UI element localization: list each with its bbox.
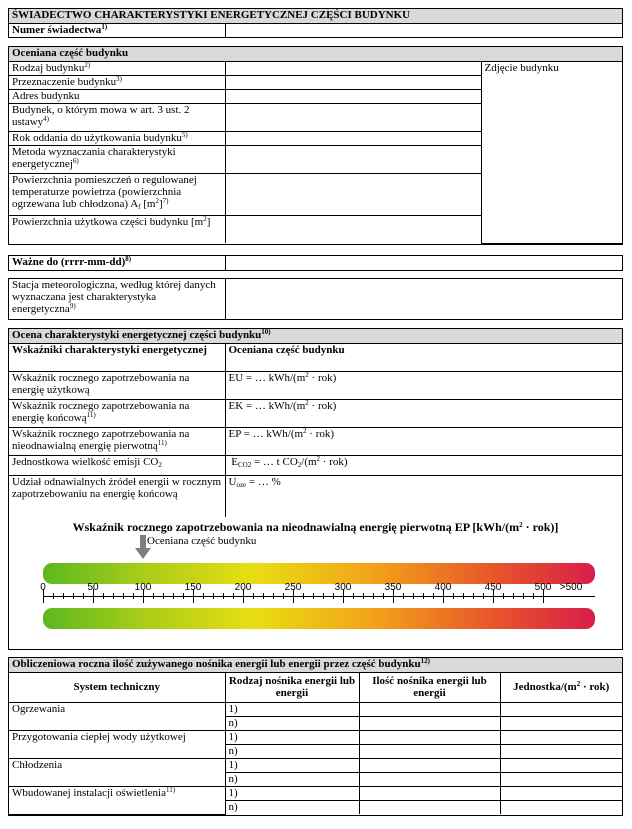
scale-minor-tick <box>313 593 314 599</box>
row-building-address-label: Adres budynku <box>9 89 225 103</box>
scale-tick-label: 250 <box>284 582 302 593</box>
energy-evaluation-section <box>8 328 623 650</box>
hot-water-carrier-n[interactable]: n) <box>225 744 359 758</box>
certificate-number-field[interactable] <box>225 23 622 37</box>
lighting-amount-n[interactable] <box>359 800 500 814</box>
row-method-label: Metoda wyznaczania charakterystyki energetycznej$^{6)}$ <box>9 145 225 173</box>
lighting-unit-n[interactable] <box>500 800 622 814</box>
scale-minor-tick <box>453 593 454 599</box>
art3-field[interactable] <box>225 103 481 131</box>
heating-unit-n[interactable] <box>500 716 622 730</box>
hot-water-amount-1[interactable] <box>359 730 500 744</box>
valid-until-field[interactable] <box>225 256 622 270</box>
scale-minor-tick <box>303 593 304 599</box>
scale-minor-tick <box>363 593 364 599</box>
system-cooling-label: Chłodzenia <box>9 758 225 786</box>
heating-amount-n[interactable] <box>359 716 500 730</box>
row-art3-label: Budynek, o którym mowa w art. 3 ust. 2 ustawy$^{4)}$ <box>9 103 225 131</box>
building-purpose-field[interactable] <box>225 75 481 89</box>
cooling-unit-1[interactable] <box>500 758 622 772</box>
scale-minor-tick <box>503 593 504 599</box>
consumption-section <box>8 657 623 816</box>
assessed-column-header: Oceniana część budynku <box>225 343 622 371</box>
scale-minor-tick <box>333 593 334 599</box>
cooling-amount-1[interactable] <box>359 758 500 772</box>
evaluation-header: Ocena charakterystyki energetycznej części budynku$^{10)}$ <box>9 329 622 343</box>
scale-minor-tick <box>373 593 374 599</box>
weather-station-section <box>8 278 623 320</box>
ep-scale-bar-bottom <box>43 608 595 629</box>
eu-label: Wskaźnik rocznego zapotrzebowania na energię użytkową <box>9 371 225 399</box>
scale-minor-tick <box>223 593 224 599</box>
weather-station-field[interactable] <box>225 279 622 319</box>
scale-minor-tick <box>263 593 264 599</box>
scale-tick-label: 400 <box>434 582 452 593</box>
scale-minor-tick <box>513 593 514 599</box>
cooling-amount-n[interactable] <box>359 772 500 786</box>
heating-carrier-n[interactable]: n) <box>225 716 359 730</box>
ep-scale-bar-top <box>43 563 595 584</box>
consumption-header: Obliczeniowa roczna ilość zużywanego nośnika energii lub energii przez część budynku$^{12)}$ <box>9 658 622 672</box>
heated-area-field[interactable] <box>225 173 481 215</box>
scale-tick-label: >500 <box>559 582 583 593</box>
scale-minor-tick <box>523 593 524 599</box>
scale-minor-tick <box>83 593 84 599</box>
scale-minor-tick <box>423 593 424 599</box>
emission-label: Jednostkowa wielkość emisji $CO_2$ <box>9 455 225 475</box>
indicators-column-header: Wskaźniki charakterystyki energetycznej <box>9 343 225 371</box>
scale-minor-tick <box>183 593 184 599</box>
scale-tick-label: 500 <box>534 582 552 593</box>
scale-tick-label: 450 <box>484 582 502 593</box>
ek-value[interactable]: EK = … kWh/$(m^2 \cdot rok)$ <box>225 399 622 427</box>
scale-minor-tick <box>483 593 484 599</box>
scale-minor-tick <box>103 593 104 599</box>
assessed-part-header: Oceniana część budynku <box>9 47 622 61</box>
carrier-type-column-header: Rodzaj nośnika energii lub energii <box>225 672 359 702</box>
scale-minor-tick <box>353 593 354 599</box>
year-field[interactable] <box>225 131 481 145</box>
scale-minor-tick <box>403 593 404 599</box>
scale-minor-tick <box>433 593 434 599</box>
hot-water-unit-n[interactable] <box>500 744 622 758</box>
scale-minor-tick <box>53 593 54 599</box>
scale-minor-tick <box>213 593 214 599</box>
method-field[interactable] <box>225 145 481 173</box>
cooling-unit-n[interactable] <box>500 772 622 786</box>
scale-tick-label: 0 <box>40 582 46 593</box>
ek-label: Wskaźnik rocznego zapotrzebowania na energię końcową$^{11)}$ <box>9 399 225 427</box>
scale-minor-tick <box>383 593 384 599</box>
ep-value[interactable]: EP = … kWh/$(m^2 \cdot rok)$ <box>225 427 622 455</box>
renewable-label: Udział odnawialnych źródeł energii w rocznym zapotrzebowaniu na energię końcową <box>9 475 225 517</box>
weather-station-label: Stacja meteorologiczna, według której danych wyznaczana jest charakterystyka energetyczna$^{9)}$ <box>9 279 225 319</box>
certificate-title: ŚWIADECTWO CHARAKTERYSTYKI ENERGETYCZNEJ CZĘŚCI BUDYNKU <box>9 9 622 23</box>
hot-water-amount-n[interactable] <box>359 744 500 758</box>
scale-tick-label: 50 <box>87 582 99 593</box>
certificate-header-section <box>8 8 623 38</box>
building-photo-box[interactable] <box>481 61 622 243</box>
lighting-unit-1[interactable] <box>500 786 622 800</box>
lighting-carrier-n[interactable]: n) <box>225 800 359 814</box>
scale-minor-tick <box>73 593 74 599</box>
carrier-amount-column-header: Ilość nośnika energii lub energii <box>359 672 500 702</box>
assessed-part-section <box>8 46 623 245</box>
scale-minor-tick <box>203 593 204 599</box>
lighting-carrier-1[interactable]: 1) <box>225 786 359 800</box>
ep-scale <box>9 519 622 649</box>
scale-tick-label: 300 <box>334 582 352 593</box>
building-photo-label: Zdjęcie budynku <box>484 61 559 74</box>
scale-tick-label: 100 <box>134 582 152 593</box>
unit-column-header: Jednostka/$(m^2 \cdot rok)$ <box>500 672 622 702</box>
lighting-amount-1[interactable] <box>359 786 500 800</box>
cooling-carrier-1[interactable]: 1) <box>225 758 359 772</box>
row-building-type-label: Rodzaj budynku$^{2)}$ <box>9 61 225 75</box>
scale-minor-tick <box>123 593 124 599</box>
scale-minor-tick <box>273 593 274 599</box>
building-address-field[interactable] <box>225 89 481 103</box>
scale-minor-tick <box>473 593 474 599</box>
heating-carrier-1[interactable]: 1) <box>225 702 359 716</box>
usable-area-field[interactable] <box>225 215 481 243</box>
ep-scale-title: Wskaźnik rocznego zapotrzebowania na nieodnawialną energię pierwotną EP $[kWh/(m^2 \cdot rok)]$ <box>72 520 559 534</box>
scale-minor-tick <box>113 593 114 599</box>
scale-minor-tick <box>413 593 414 599</box>
row-heated-area-label: Powierzchnia pomieszczeń o regulowanej temperaturze powietrza (powierzchnia ogrzewana lub chłodzona) $A_f$ $[m^2]^{7)}$ <box>9 173 225 215</box>
row-building-purpose-label: Przeznaczenie budynku$^{3)}$ <box>9 75 225 89</box>
valid-until-label: Ważne do (rrrr-mm-dd)$^{8)}$ <box>9 256 225 270</box>
scale-minor-tick <box>463 593 464 599</box>
heating-unit-1[interactable] <box>500 702 622 716</box>
scale-minor-tick <box>323 593 324 599</box>
eu-value[interactable]: EU = … kWh/$(m^2 \cdot rok)$ <box>225 371 622 399</box>
emission-value[interactable]: $E_{CO2}$ = … t $CO_2/(m^2 \cdot rok)$ <box>225 455 622 475</box>
building-type-field[interactable] <box>225 61 481 75</box>
scale-minor-tick <box>173 593 174 599</box>
system-column-header: System techniczny <box>9 672 225 702</box>
cooling-carrier-n[interactable]: n) <box>225 772 359 786</box>
scale-minor-tick <box>533 593 534 599</box>
heating-amount-1[interactable] <box>359 702 500 716</box>
scale-minor-tick <box>283 593 284 599</box>
row-year-label: Rok oddania do użytkowania budynku$^{5)}$ <box>9 131 225 145</box>
system-lighting-label: Wbudowanej instalacji oświetlenia$^{11)}$ <box>9 786 225 814</box>
system-heating-label: Ogrzewania <box>9 702 225 730</box>
certificate-number-label: Numer świadectwa$^{1)}$ <box>9 23 225 37</box>
scale-minor-tick <box>63 593 64 599</box>
renewable-value[interactable]: $U_{oze}$ = … % <box>225 475 622 517</box>
scale-minor-tick <box>133 593 134 599</box>
scale-tick-label: 350 <box>384 582 402 593</box>
system-hot-water-label: Przygotowania ciepłej wody użytkowej <box>9 730 225 758</box>
scale-minor-tick <box>233 593 234 599</box>
ep-label: Wskaźnik rocznego zapotrzebowania na nieodnawialną energię pierwotną$^{11)}$ <box>9 427 225 455</box>
valid-until-section <box>8 255 623 271</box>
scale-tick-label: 200 <box>234 582 252 593</box>
scale-minor-tick <box>253 593 254 599</box>
scale-tick-label: 150 <box>184 582 202 593</box>
row-usable-area-label: Powierzchnia użytkowa części budynku $[m^2]$ <box>9 215 225 243</box>
scale-minor-tick <box>163 593 164 599</box>
hot-water-unit-1[interactable] <box>500 730 622 744</box>
scale-minor-tick <box>153 593 154 599</box>
ep-marker-label: Oceniana część budynku <box>147 535 257 547</box>
hot-water-carrier-1[interactable]: 1) <box>225 730 359 744</box>
